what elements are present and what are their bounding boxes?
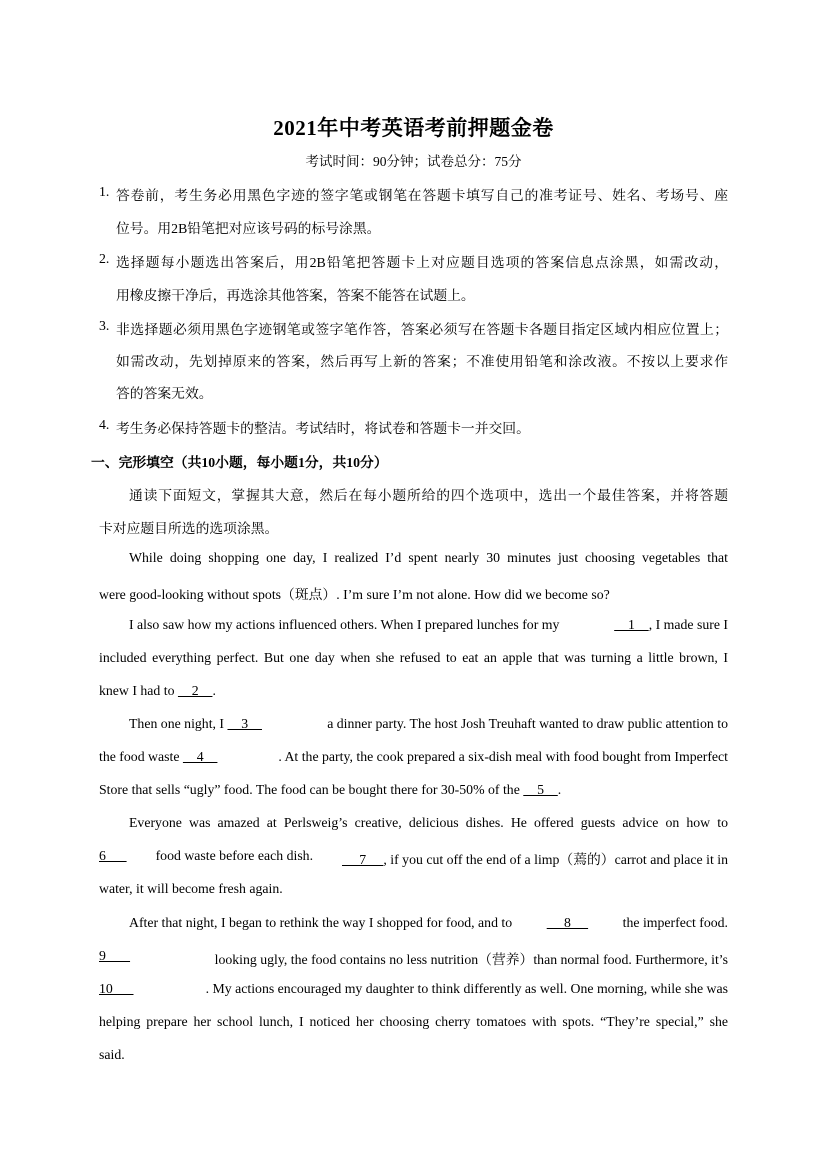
instruction-number: 2.: [99, 251, 110, 266]
instruction-3: [99, 318, 109, 334]
passage-text: food waste before each dish.: [155, 848, 314, 863]
passage-line: [99, 848, 728, 868]
passage-text: the food waste: [99, 749, 180, 764]
instruction-text: 用橡皮擦干净后，再选涂其他答案，答案不能答在试题上。: [116, 288, 475, 303]
passage-line: [129, 716, 728, 732]
passage-text: a dinner party. The host Josh Treuhaft wanted to draw public attention to: [327, 716, 728, 731]
instruction-2: [99, 251, 109, 267]
instruction-text: 答卷前，考生务必用黑色字迹的签字笔或钢笔在答题卡填写自己的准考证号、姓名、考场号、座: [116, 188, 728, 203]
section-heading: 一、完形填空（共10小题，每小题1分，共10分）: [91, 455, 388, 470]
passage-line: [99, 749, 728, 765]
passage-text: , I made sure I: [648, 617, 728, 632]
blank-2[interactable]: 2: [177, 683, 213, 698]
blank-7[interactable]: 7: [342, 852, 384, 867]
passage-text: .: [212, 683, 216, 698]
blank-9[interactable]: 9: [99, 948, 131, 963]
passage-text: Store that sells “ugly” food. The food can be bought there for 30-50% of the: [99, 782, 520, 797]
passage-line: While doing shopping one day, I realized I’d spent nearly 30 minutes just choosing vegetables that: [129, 550, 728, 565]
passage-line: Everyone was amazed at Perlsweig’s creative, delicious dishes. He offered guests advice on how to: [129, 815, 728, 830]
passage-line: [129, 915, 728, 931]
passage-line: included everything perfect. But one day when she refused to eat an apple that was turning a little brown, I: [99, 650, 728, 665]
passage-text: . My actions encouraged my daughter to think differently as well. One morning, while she was: [205, 981, 728, 996]
passage-line: water, it will become fresh again.: [99, 881, 283, 896]
passage-line: helping prepare her school lunch, I noticed her choosing cherry tomatoes with spots. “They’re special,” she: [99, 1014, 728, 1029]
instruction-number: 4.: [99, 417, 110, 432]
blank-4[interactable]: 4: [182, 749, 218, 764]
passage-text: , if you cut off the end of a limp（蔫的）carrot and place it in: [383, 852, 728, 867]
passage-text: .: [557, 782, 562, 797]
page-title: 2021年中考英语考前押题金卷: [273, 116, 554, 140]
instruction-text: 考生务必保持答题卡的整洁。考试结时，将试卷和答题卡一并交回。: [116, 421, 530, 436]
instruction-1: [99, 184, 109, 200]
passage-line: were good-looking without spots（斑点）. I’m sure I’m not alone. How did we become so?: [99, 587, 610, 602]
passage-line: [99, 782, 561, 798]
blank-3[interactable]: 3: [227, 716, 262, 731]
passage-line: [99, 981, 728, 997]
blank-1[interactable]: 1: [614, 617, 649, 632]
passage-line: said.: [99, 1047, 125, 1062]
blank-5[interactable]: 5: [523, 782, 558, 797]
passage-text: After that night, I began to rethink the way I shopped for food, and to: [129, 915, 513, 930]
exam-info: 考试时间：90分钟；试卷总分：75分: [305, 154, 522, 169]
blank-6[interactable]: 6: [99, 848, 127, 863]
blank-8[interactable]: 8: [546, 915, 589, 930]
instruction-text: 非选择题必须用黑色字迹钢笔或签字笔作答，答案必须写在答题卡各题目指定区域内相应位置上；: [116, 322, 728, 337]
passage-text: Then one night, I: [129, 716, 225, 731]
passage-text: the imperfect food.: [622, 915, 728, 930]
blank-10[interactable]: 10: [99, 981, 134, 996]
passage-text: looking ugly, the food contains no less nutrition（营养）than normal food. Furthermore, it’s: [214, 952, 728, 967]
passage-text: . At the party, the cook prepared a six-dish meal with food bought from Imperfect: [278, 749, 728, 764]
instruction-number: 3.: [99, 318, 110, 333]
passage-text: I also saw how my actions influenced others. When I prepared lunches for my: [129, 617, 560, 632]
instruction-text: 选择题每小题选出答案后，用2B铅笔把答题卡上对应题目选项的答案信息点涂黑，如需改动，: [116, 255, 728, 270]
section-intro: 卡对应题目所选的选项涂黑。: [99, 521, 279, 536]
instruction-text: 如需改动，先划掉原来的答案，然后再写上新的答案；不准使用铅笔和涂改液。不按以上要求作: [116, 354, 728, 369]
passage-text: knew I had to: [99, 683, 175, 698]
passage-line: [99, 683, 216, 699]
instruction-text: 位号。用2B铅笔把对应该号码的标号涂黑。: [116, 221, 381, 236]
passage-line: [99, 948, 728, 968]
instruction-text: 答的答案无效。: [116, 386, 213, 401]
passage-line: [129, 617, 728, 633]
instruction-number: 1.: [99, 184, 110, 199]
section-intro: 通读下面短文，掌握其大意，然后在每小题所给的四个选项中，选出一个最佳答案，并将答题: [129, 488, 728, 503]
instruction-4: [99, 417, 109, 433]
